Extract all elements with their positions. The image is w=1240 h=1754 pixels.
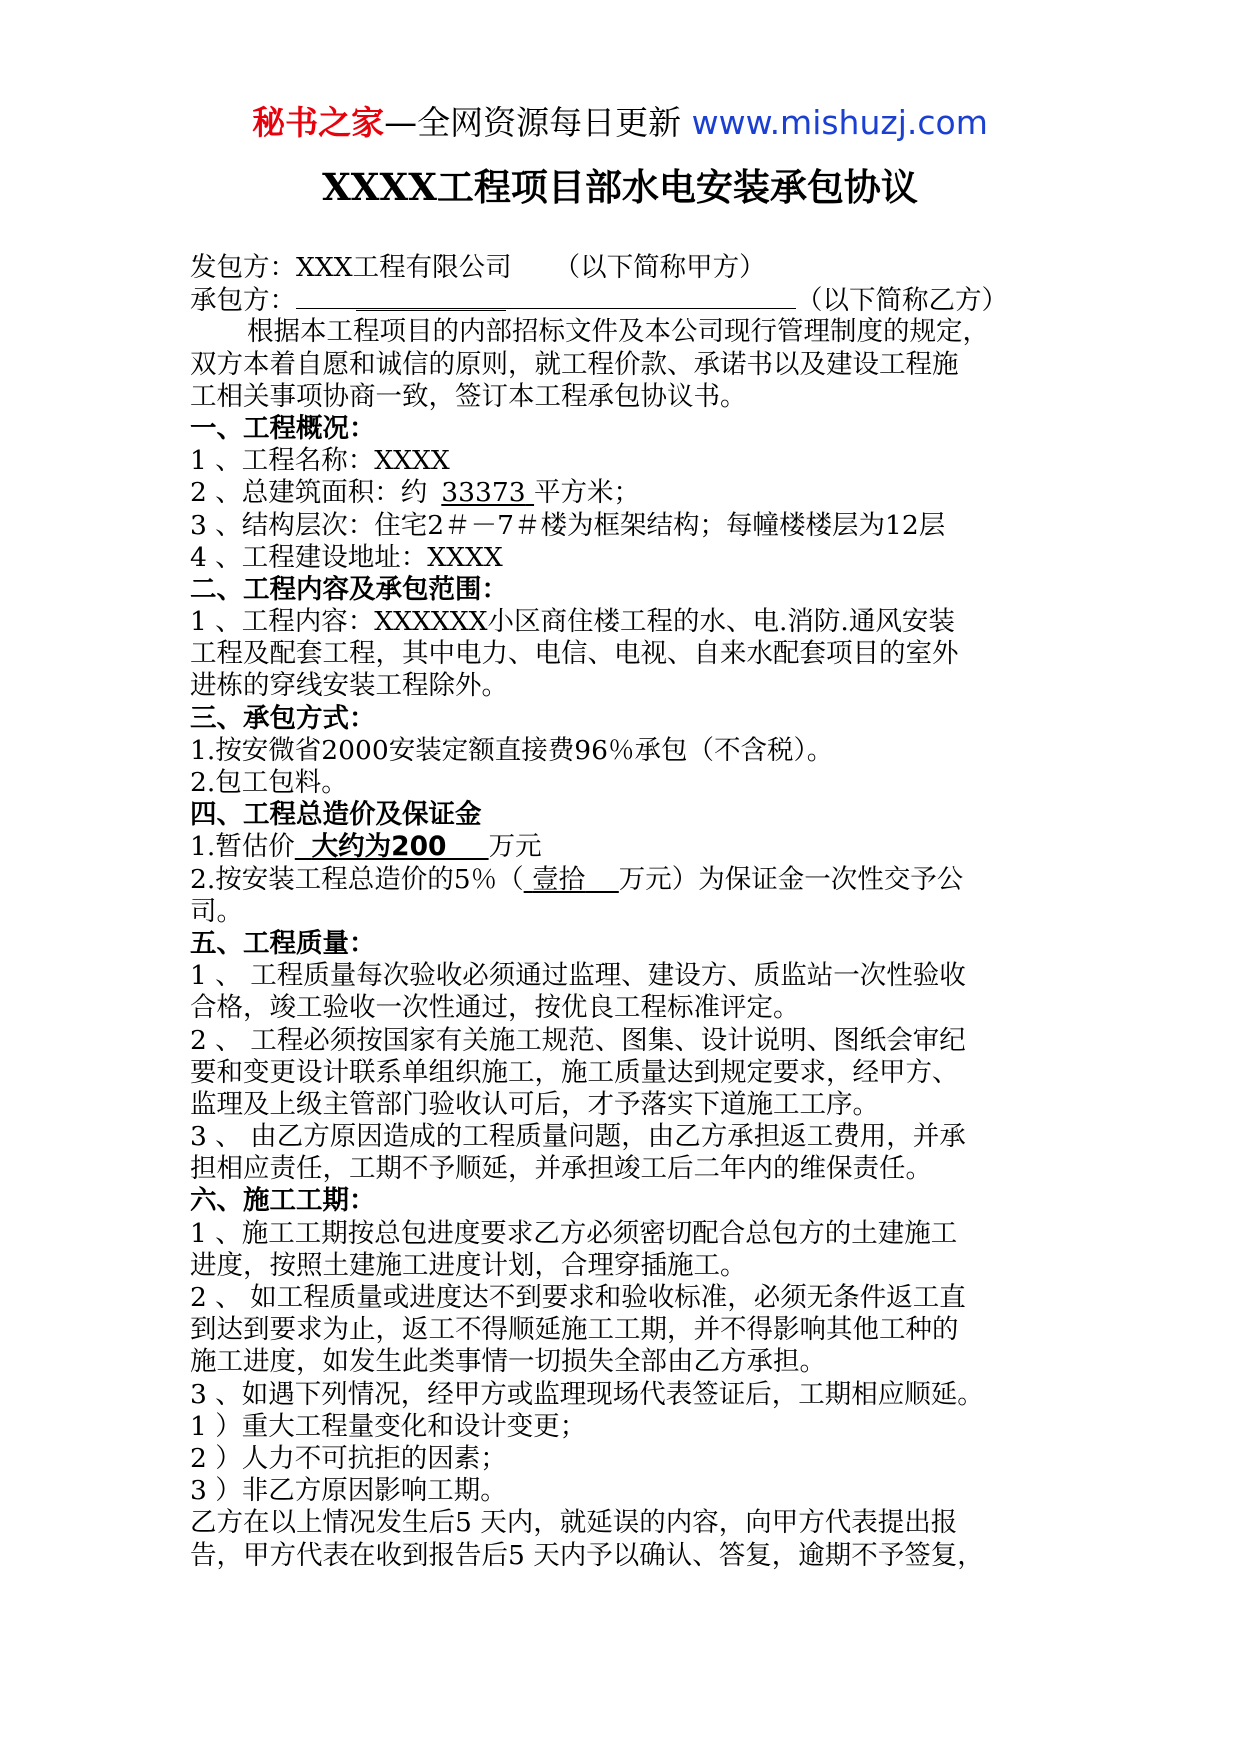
list-item: 1 、工程名称：XXXX — [190, 445, 450, 477]
document-title: XXXX工程项目部水电安装承包协议 — [322, 165, 918, 209]
brand-name: 秘书之家 — [252, 103, 385, 142]
subcontractor-blank — [296, 284, 796, 309]
estimated-price: 大约为200 — [311, 831, 447, 863]
paragraph-line: 到达到要求为止，返工不得顺延施工工期，并不得影响其他工种的 — [190, 1314, 959, 1346]
contractor-note: （以下简称甲方） — [553, 252, 766, 283]
list-item: 2.包工包料。 — [190, 767, 348, 798]
paragraph-line: 告，甲方代表在收到报告后5 天内予以确认、答复，逾期不予签复， — [190, 1539, 984, 1571]
intro-line: 根据本工程项目的内部招标文件及本公司现行管理制度的规定， — [247, 316, 989, 348]
paragraph-line: 3 、 由乙方原因造成的工程质量问题，由乙方承担返工费用，并承 — [190, 1121, 966, 1153]
section-heading: 一、工程概况： — [190, 412, 376, 444]
section-heading: 四、工程总造价及保证金 — [190, 799, 482, 831]
paragraph-line: 合格，竣工验收一次性通过，按优良工程标准评定。 — [190, 992, 800, 1024]
header-tagline: —全网资源每日更新 — [384, 103, 682, 142]
list-item: 2 、总建筑面积：约 33373 平方米； — [190, 477, 641, 509]
paragraph-line: 施工进度，如发生此类事情一切损失全部由乙方承担。 — [190, 1346, 826, 1378]
paragraph-line: 2 ）人力不可抗拒的因素； — [190, 1442, 507, 1474]
document-body — [190, 252, 1070, 1572]
site-url-link[interactable]: www.mishuzj.com — [691, 103, 988, 142]
paragraph-line: 1 ）重大工程量变化和设计变更； — [190, 1410, 587, 1442]
paragraph-line: 1 、 工程质量每次验收必须通过监理、建设方、质监站一次性验收 — [190, 960, 966, 992]
subcontractor-line — [190, 284, 1070, 316]
list-item: 1.按安微省2000安装定额直接费96％承包（不含税）。 — [190, 734, 834, 766]
contractor-label: 发包方： — [190, 252, 296, 283]
paragraph-line: 1 、施工工期按总包进度要求乙方必须密切配合总包方的土建施工 — [190, 1217, 958, 1249]
section-heading: 二、工程内容及承包范围： — [190, 573, 508, 605]
intro-line: 工相关事项协商一致，签订本工程承包协议书。 — [190, 380, 747, 412]
list-item: 3 、结构层次：住宅2＃－7＃楼为框架结构；每幢楼楼层为12层 — [190, 509, 946, 541]
list-item: 1.暂估价 大约为200 万元 — [190, 831, 542, 863]
paragraph-line: 进栋的穿线安装工程除外。 — [190, 670, 508, 702]
paragraph-line: 2 、 如工程质量或进度达不到要求和验收标准，必须无条件返工直 — [190, 1282, 966, 1313]
paragraph-line: 进度，按照土建施工进度计划，合理穿插施工。 — [190, 1249, 747, 1281]
section-heading: 五、工程质量： — [190, 927, 376, 959]
paragraph-line: 要和变更设计联系单组织施工，施工质量达到规定要求，经甲方、 — [190, 1056, 959, 1088]
paragraph-line: 3 ）非乙方原因影响工期。 — [190, 1475, 507, 1507]
area-value: 33373 — [441, 477, 526, 509]
subcontractor-label: 承包方： — [190, 285, 296, 317]
site-header — [0, 101, 1240, 145]
list-item: 司。 — [190, 895, 243, 927]
list-item: 2.按安装工程总造价的5％（ 壹拾 万元）为保证金一次性交予公 — [190, 863, 964, 895]
section-heading: 六、施工工期： — [190, 1185, 376, 1217]
list-item: 4 、工程建设地址：XXXX — [190, 541, 503, 573]
paragraph-line: 工程及配套工程，其中电力、电信、电视、自来水配套项目的室外 — [190, 638, 959, 670]
subcontractor-note: （以下简称乙方） — [796, 285, 1008, 317]
section-heading: 三、承包方式： — [190, 702, 376, 734]
paragraph-line: 1 、工程内容：XXXXXX小区商住楼工程的水、电.消防.通风安装 — [190, 606, 955, 638]
deposit-amount: 壹拾 — [532, 863, 586, 895]
paragraph-line: 2 、 工程必须按国家有关施工规范、图集、设计说明、图纸会审纪 — [190, 1024, 966, 1056]
contractor-name: XXX工程有限公司 — [296, 252, 512, 283]
paragraph-line: 3 、如遇下列情况，经甲方或监理现场代表签证后，工期相应顺延。 — [190, 1378, 984, 1410]
paragraph-line: 担相应责任，工期不予顺延，并承担竣工后二年内的维保责任。 — [190, 1153, 932, 1185]
paragraph-line: 乙方在以上情况发生后5 天内，就延误的内容，向甲方代表提出报 — [190, 1507, 958, 1539]
contractor-line — [190, 252, 1070, 284]
intro-line: 双方本着自愿和诚信的原则，就工程价款、承诺书以及建设工程施 — [190, 348, 959, 380]
paragraph-line: 监理及上级主管部门验收认可后，才予落实下道施工工序。 — [190, 1088, 879, 1120]
